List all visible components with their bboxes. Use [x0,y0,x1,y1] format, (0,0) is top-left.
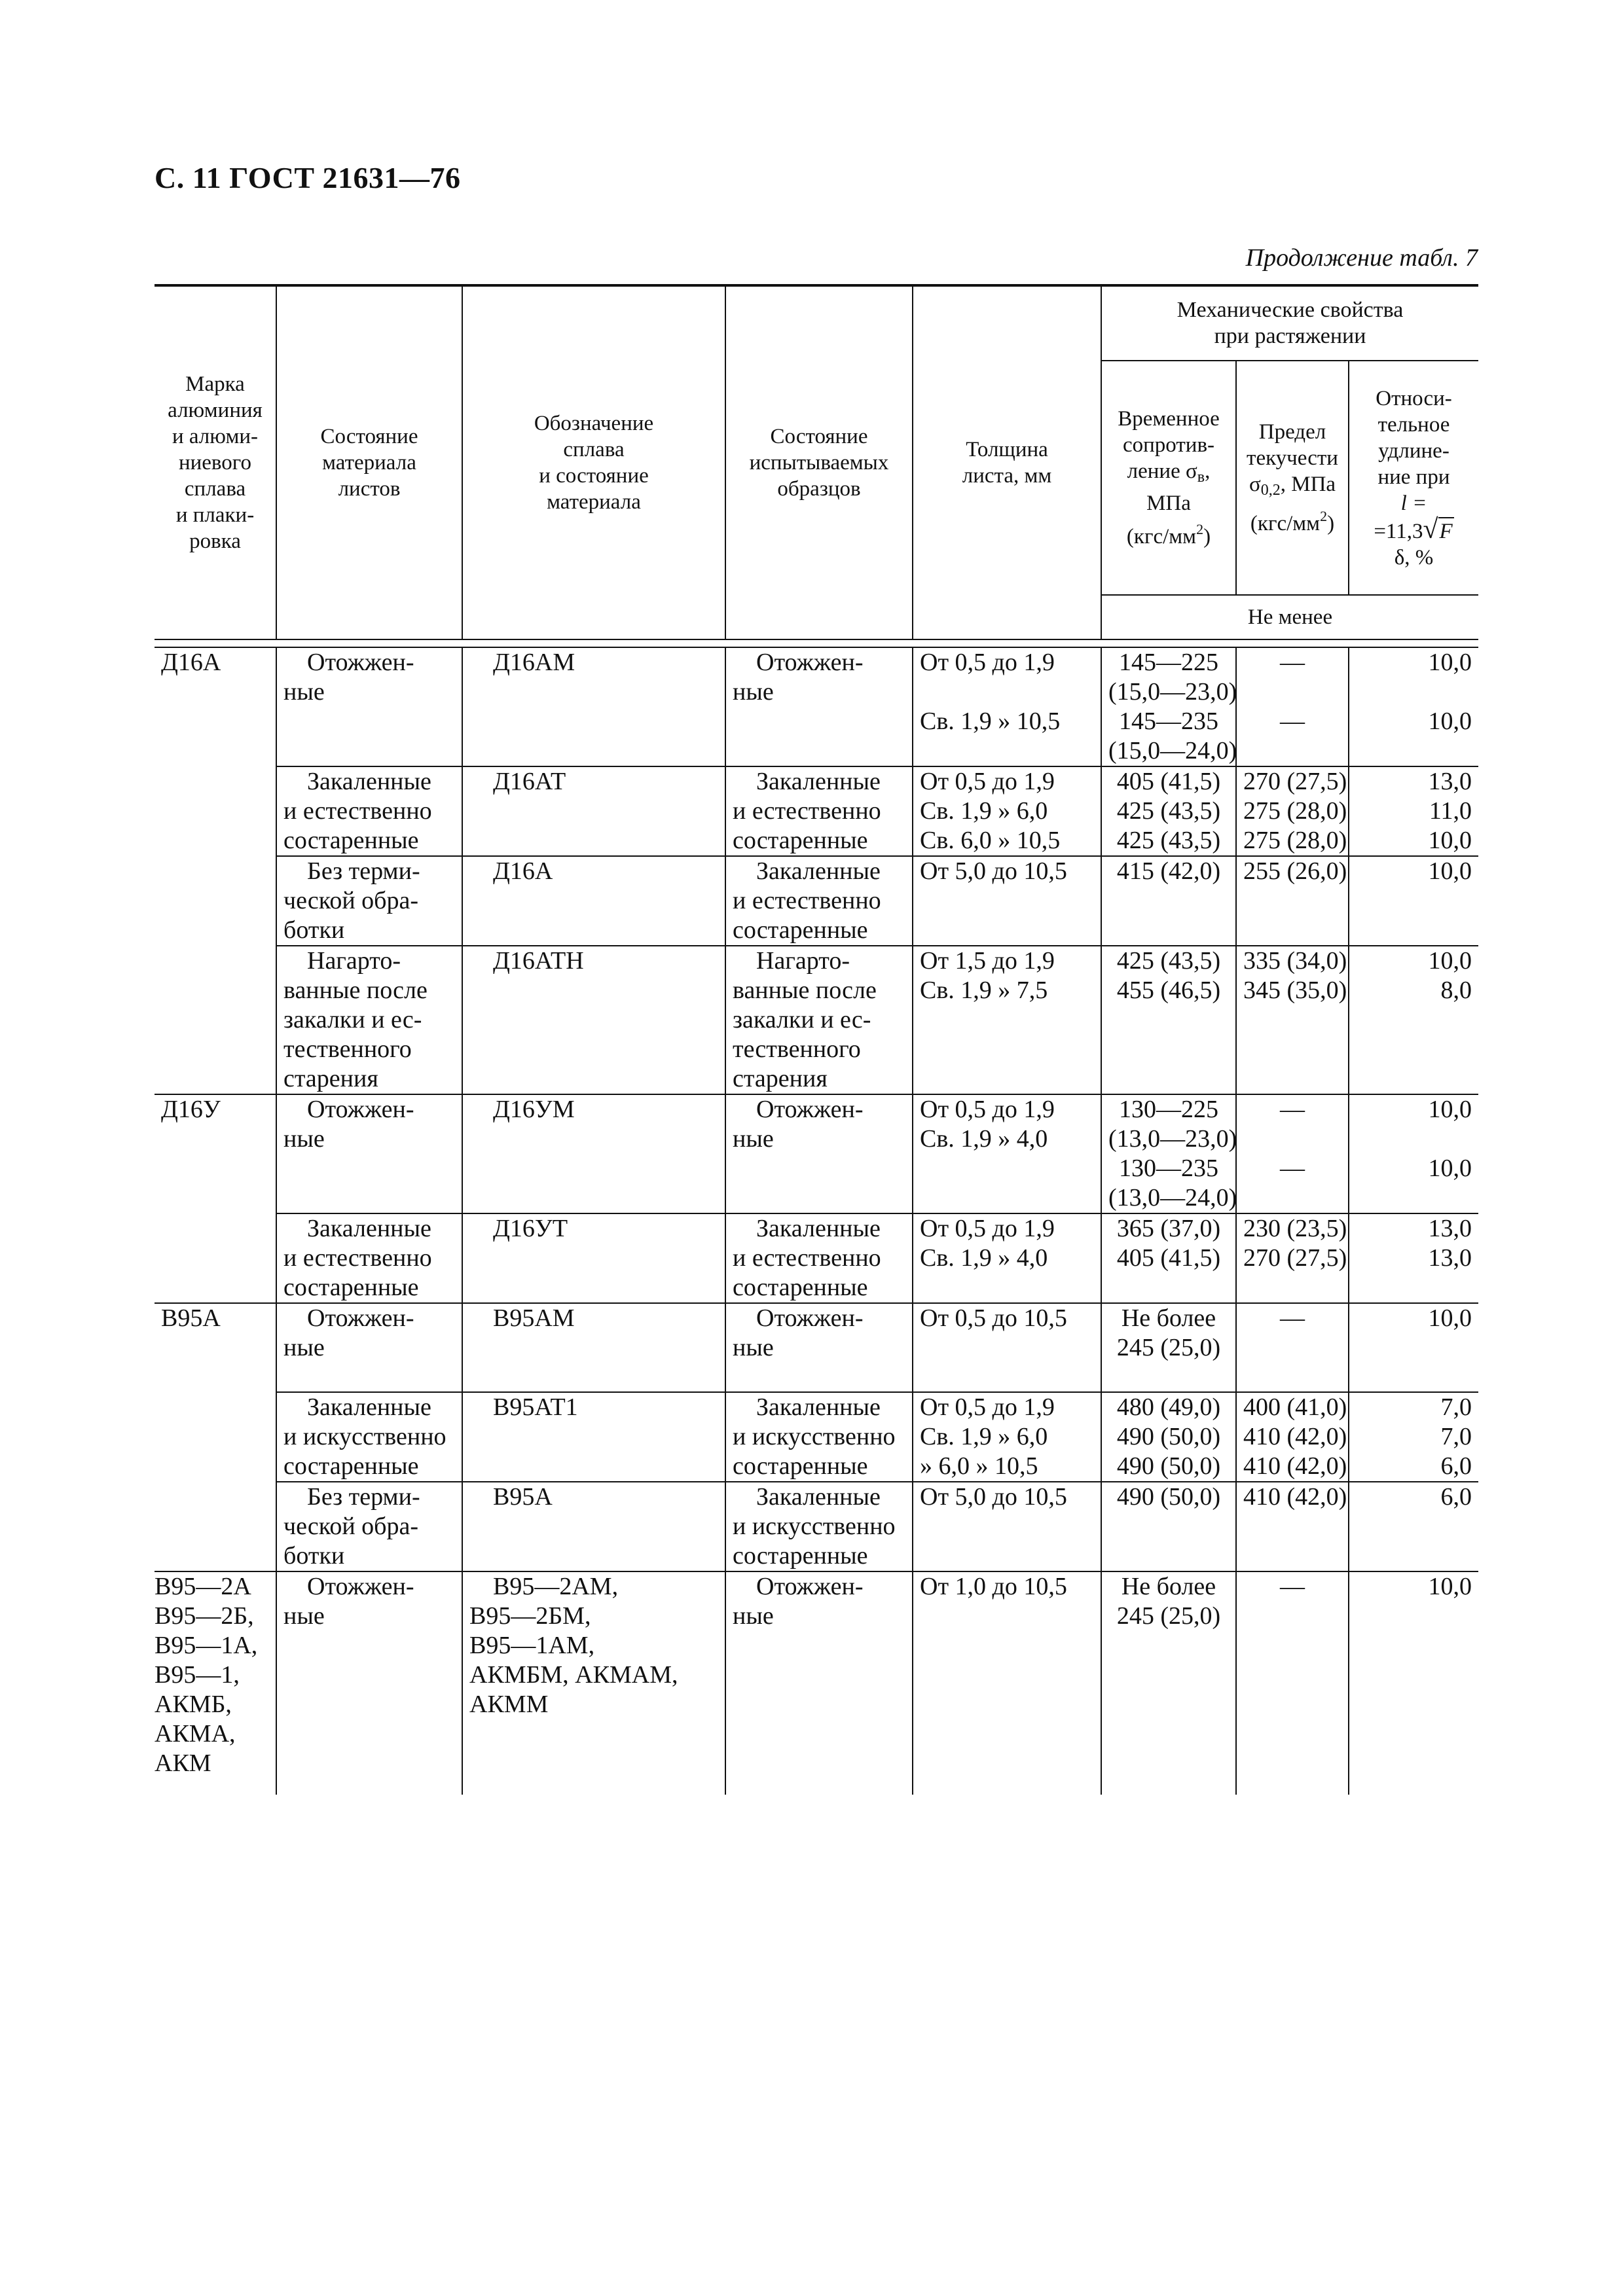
thickness-cell: От 1,5 до 1,9 Св. 1,9 » 7,5 [913,946,1101,1094]
tensile-cell: Не более 245 (25,0) [1101,1571,1236,1795]
designation-cell: Д16АМ [462,647,725,766]
yield-cell: 230 (23,5) 270 (27,5) [1236,1213,1349,1303]
brand-cell: В95—2А В95—2Б, В95—1А, В95—1, АКМБ, АКМА, АКМ [155,1571,276,1795]
designation-cell: Д16УМ [462,1094,725,1213]
page-title: С. 11 ГОСТ 21631—76 [155,161,461,194]
sample-state-cell: Закаленные и естественно состаренные [725,856,913,946]
designation-cell: В95—2АМ, В95—2БМ, В95—1АМ, АКМБМ, АКМАМ, АКММ [462,1571,725,1795]
designation-cell: В95АМ [462,1303,725,1392]
table-row [155,1213,1478,1303]
elongation-cell: 10,0 10,0 [1349,1094,1478,1213]
brand-cell: Д16А [155,647,276,1094]
sample-state-cell: Закаленные и искусственно состаренные [725,1392,913,1482]
thickness-cell: От 0,5 до 1,9 Св. 1,9 » 4,0 [913,1213,1101,1303]
table-row [155,856,1478,946]
table-row [155,766,1478,856]
material-state-cell: Отожжен- ные [276,1571,462,1795]
thickness-cell: От 5,0 до 10,5 [913,1482,1101,1571]
designation-cell: В95А [462,1482,725,1571]
sample-state-cell: Нагарто- ванные после закалки и ес- тественного старения [725,946,913,1094]
sample-state-cell: Отожжен- ные [725,1094,913,1213]
material-state-cell: Без терми- ческой обра- ботки [276,856,462,946]
table-row [155,1094,1478,1213]
tensile-cell: 145—225 (15,0—23,0) 145—235 (15,0—24,0) [1101,647,1236,766]
yield-cell: 335 (34,0) 345 (35,0) [1236,946,1349,1094]
thickness-cell: От 1,0 до 10,5 [913,1571,1101,1795]
table-row [155,1303,1478,1392]
elongation-cell: 10,0 [1349,1571,1478,1795]
thickness-cell: От 0,5 до 1,9 Св. 1,9 » 4,0 [913,1094,1101,1213]
elongation-cell: 10,0 10,0 [1349,647,1478,766]
yield-cell: — — [1236,1094,1349,1213]
designation-cell: Д16АТН [462,946,725,1094]
designation-cell: В95АТ1 [462,1392,725,1482]
material-state-cell: Закаленные и естественно состаренные [276,1213,462,1303]
brand-cell: В95А [155,1303,276,1571]
elongation-cell: 7,0 7,0 6,0 [1349,1392,1478,1482]
tensile-cell: 490 (50,0) [1101,1482,1236,1571]
elongation-cell: 13,0 11,0 10,0 [1349,766,1478,856]
material-state-cell: Отожжен- ные [276,1094,462,1213]
sample-state-cell: Отожжен- ные [725,647,913,766]
elongation-cell: 13,0 13,0 [1349,1213,1478,1303]
tensile-cell: Не более 245 (25,0) [1101,1303,1236,1392]
col-header-tensile: Временное сопротив- ление $\sigma_в$, МПа $(кгс/мм^2)$ [1101,361,1236,595]
material-state-cell: Закаленные и искусственно состаренные [276,1392,462,1482]
col-header-sample-state: Состояние испытываемых образцов [725,285,913,639]
tensile-cell: 415 (42,0) [1101,856,1236,946]
elongation-cell: 10,0 [1349,1303,1478,1392]
sample-state-cell: Закаленные и естественно состаренные [725,1213,913,1303]
yield-cell: 270 (27,5) 275 (28,0) 275 (28,0) [1236,766,1349,856]
yield-cell: 255 (26,0) [1236,856,1349,946]
table-row [155,1571,1478,1795]
material-state-cell: Отожжен- ные [276,1303,462,1392]
thickness-cell: От 5,0 до 10,5 [913,856,1101,946]
table-row [155,1482,1478,1571]
elongation-cell: 10,0 [1349,856,1478,946]
material-state-cell: Отожжен- ные [276,647,462,766]
col-header-elongation: Относи- тельное удлине- ние при l = =11,3√F δ, % [1349,361,1478,595]
tensile-cell: 480 (49,0) 490 (50,0) 490 (50,0) [1101,1392,1236,1482]
mechanical-properties-table [155,284,1478,1795]
col-header-yield: Предел текучести $\sigma_{0,2}$, МПа $(кгс/мм^2)$ [1236,361,1349,595]
yield-cell: — — [1236,647,1349,766]
elongation-cell: 6,0 [1349,1482,1478,1571]
material-state-cell: Нагарто- ванные после закалки и ес- тественного старения [276,946,462,1094]
thickness-cell: От 0,5 до 1,9 Св. 1,9 » 6,0 » 6,0 » 10,5 [913,1392,1101,1482]
thickness-cell: От 0,5 до 1,9 Св. 1,9 » 10,5 [913,647,1101,766]
thickness-cell: От 0,5 до 10,5 [913,1303,1101,1392]
table-row [155,1392,1478,1482]
sample-state-cell: Отожжен- ные [725,1571,913,1795]
yield-cell: 410 (42,0) [1236,1482,1349,1571]
yield-cell: — [1236,1571,1349,1795]
tensile-cell: 425 (43,5) 455 (46,5) [1101,946,1236,1094]
table-row [155,647,1478,766]
material-state-cell: Закаленные и естественно состаренные [276,766,462,856]
thickness-cell: От 0,5 до 1,9 Св. 1,9 » 6,0 Св. 6,0 » 10,5 [913,766,1101,856]
table-continuation-label: Продолжение табл. 7 [1245,244,1478,272]
material-state-cell: Без терми- ческой обра- ботки [276,1482,462,1571]
sample-state-cell: Отожжен- ные [725,1303,913,1392]
col-header-brand: Марка алюминия и алюми- ниевого сплава и плаки- ровка [155,285,276,639]
col-header-mech-group: Механические свойства при растяжении [1101,285,1478,361]
designation-cell: Д16АТ [462,766,725,856]
table-row [155,946,1478,1094]
tensile-cell: 405 (41,5) 425 (43,5) 425 (43,5) [1101,766,1236,856]
col-header-not-less: Не менее [1101,595,1478,639]
brand-cell: Д16У [155,1094,276,1303]
sample-state-cell: Закаленные и естественно состаренные [725,766,913,856]
col-header-thickness: Толщина листа, мм [913,285,1101,639]
tensile-cell: 130—225 (13,0—23,0) 130—235 (13,0—24,0) [1101,1094,1236,1213]
col-header-material-state: Состояние материала листов [276,285,462,639]
designation-cell: Д16УТ [462,1213,725,1303]
tensile-cell: 365 (37,0) 405 (41,5) [1101,1213,1236,1303]
yield-cell: 400 (41,0) 410 (42,0) 410 (42,0) [1236,1392,1349,1482]
col-header-designation: Обозначение сплава и состояние материала [462,285,725,639]
sample-state-cell: Закаленные и искусственно состаренные [725,1482,913,1571]
yield-cell: — [1236,1303,1349,1392]
elongation-cell: 10,0 8,0 [1349,946,1478,1094]
designation-cell: Д16А [462,856,725,946]
